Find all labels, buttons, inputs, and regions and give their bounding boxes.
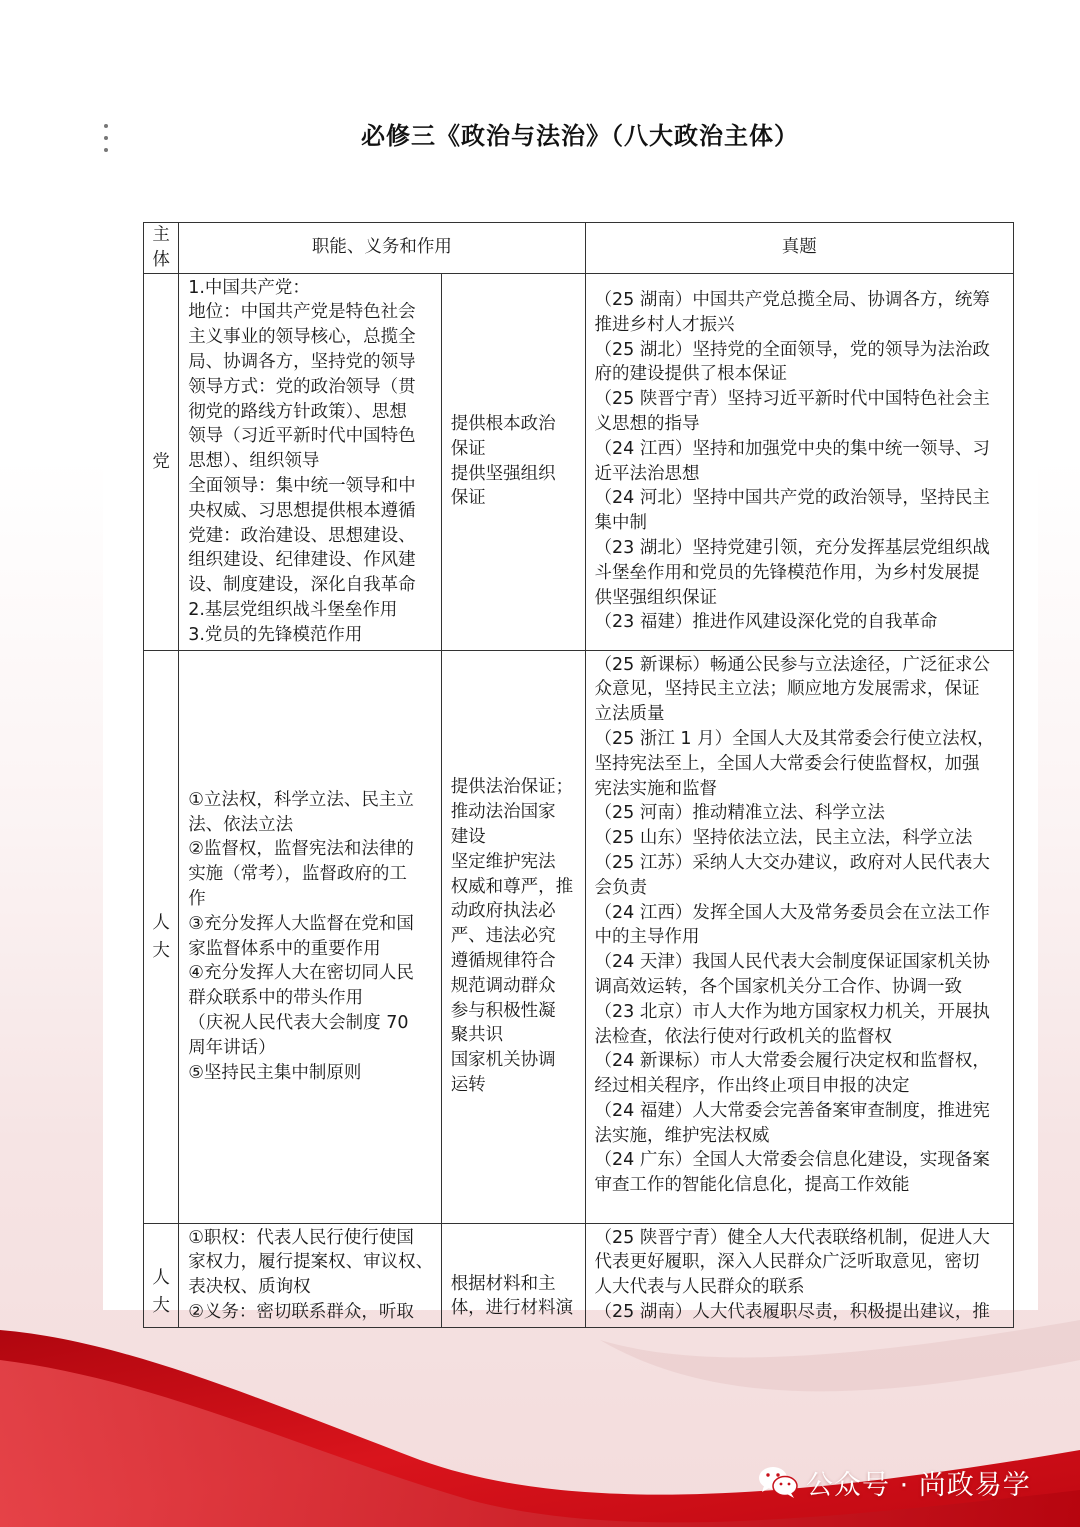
header-subject: 主 体 [144,223,179,274]
role-cell: 根据材料和主 体，进行材料演 [441,1223,585,1327]
subject-cell: 党 [144,273,179,650]
header-row [144,223,1014,274]
function-cell: 1.中国共产党： 地位：中国共产党是特色社会 主义事业的领导核心，总揽全 局、协调各方，坚持党的领导 领导方式：党的政治领导（贯 彻党的路线方针政策）、思想 领导（习近平新时代中国特色 思想）、组织领导 全面领导：集中统一领导和中 央权威、习思想提供根本遵循 党建：政治建设、思想建设、 组织建设、纪律建设、作风建 设、制度建设，深化自我革命 2.基层党组织战斗堡垒作用 3.党员的先锋模范作用 [179,273,442,650]
subject-cell: 人 大 [144,650,179,1223]
table-row [144,273,1014,650]
page-title: 必修三《政治与法治》（八大政治主体） [361,121,799,150]
wechat-icon [758,1464,798,1500]
role-cell: 提供根本政治 保证 提供坚强组织 保证 [441,273,585,650]
subject-cell: 人 大 [144,1223,179,1327]
footer-brand[interactable] [758,1460,1031,1504]
function-cell: ①职权：代表人民行使行使国 家权力，履行提案权、审议权、 表决权、质询权 ②义务：密切联系群众，听取 [179,1223,442,1327]
more-options-icon[interactable] [100,124,112,152]
table-row [144,650,1014,1223]
exam-cell: （25 新课标）畅通公民参与立法途径，广泛征求公 众意见，坚持民主立法；顺应地方发展需求，保证 立法质量 （25 浙江 1 月）全国人大及其常委会行使立法权， 坚持宪法至上，全国人大常委会行使监督权，加强 宪法实施和监督 （25 河南）推动精准立法、科学立法 （25 山东）坚持依法立法，民主立法，科学立法 （25 江苏）采纳人大交办建议，政府对人民代表大 会负责 （24 江西）发挥全国人大及常务委员会在立法工作 中的主导作用 （24 天津）我国人民代表大会制度保证国家机关协 调高效运转，各个国家机关分工合作、协调一致 （23 北京）市人大作为地方国家权力机关，开展执 法检查，依法行使对行政机关的监督权 （24 新课标）市人大常委会履行决定权和监督权， 经过相关程序，作出终止项目申报的决定 （24 福建）人大常委会完善备案审查制度，推进宪 法实施，维护宪法权威 （24 广东）全国人大常委会信息化建设，实现备案 审查工作的智能化信息化，提高工作效能 [585,650,1014,1223]
header-function: 职能、义务和作用 [179,223,585,274]
content-table [143,222,1014,1328]
role-cell: 提供法治保证； 推动法治国家 建设 坚定维护宪法 权威和尊严，推 动政府执法必 严、违法必究 遵循规律符合 规范调动群众 参与积极性凝 聚共识 国家机关协调 运转 [441,650,585,1223]
exam-cell: （25 湖南）中国共产党总揽全局、协调各方，统筹 推进乡村人才振兴 （25 湖北）坚持党的全面领导，党的领导为法治政 府的建设提供了根本保证 （25 陕晋宁青）坚持习近平新时代中国特色社会主 义思想的指导 （24 江西）坚持和加强党中央的集中统一领导、习 近平法治思想 （24 河北）坚持中国共产党的政治领导，坚持民主 集中制 （23 湖北）坚持党建引领，充分发挥基层党组织战 斗堡垒作用和党员的先锋模范作用，为乡村发展提 供坚强组织保证 （23 福建）推进作风建设深化党的自我革命 [585,273,1014,650]
footer-brand-text: 公众号 · 尚政易学 [806,1469,1031,1501]
header-exam: 真题 [585,223,1014,274]
exam-cell: （25 陕晋宁青）健全人大代表联络机制，促进人大 代表更好履职，深入人民群众广泛听取意见，密切 人大代表与人民群众的联系 （25 湖南）人大代表履职尽责，积极提出建议，推 [585,1223,1014,1327]
document-panel [103,212,1038,1322]
table-row [144,1223,1014,1327]
function-cell: ①立法权，科学立法、民主立 法、依法立法 ②监督权，监督宪法和法律的 实施（常考），监督政府的工 作 ③充分发挥人大监督在党和国 家监督体系中的重要作用 ④充分发挥人大在密切同人民 群众联系中的带头作用 （庆祝人民代表大会制度 70 周年讲话） ⑤坚持民主集中制原则 [179,650,442,1223]
